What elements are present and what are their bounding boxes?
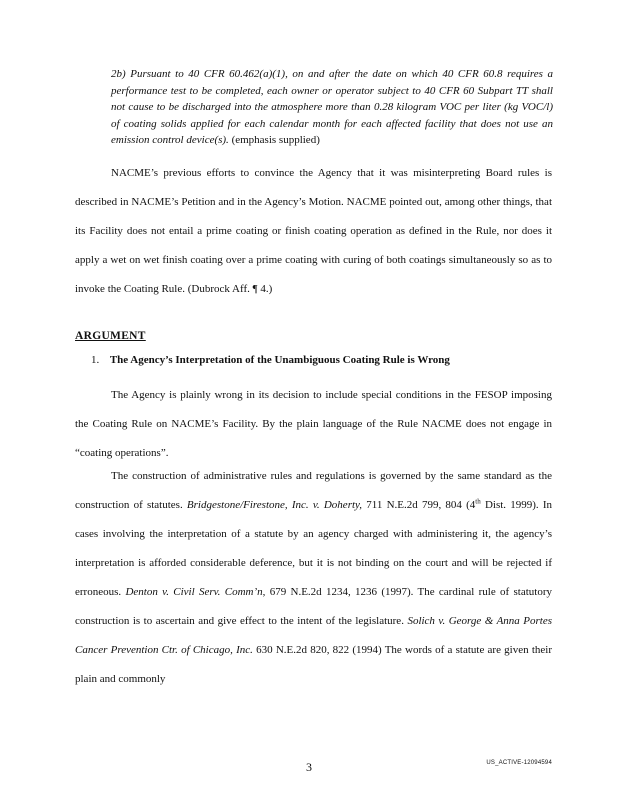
- paragraph-text: The Agency is plainly wrong in its decision to include special conditions in the FESOP imposing the Coating Rule on NACME’s Facility. By the plain language of the Rule NACME does not engage in “coating operations”.: [75, 389, 552, 459]
- subsection-heading: [91, 354, 450, 366]
- quote-emphasis-note: (emphasis supplied): [231, 134, 320, 146]
- paragraph-text: 630 N.E.2d 820, 822 (1994) The words of a statute are given their plain and commonly: [75, 644, 552, 685]
- paragraph-text: 711 N.E.2d 799, 804 (4: [366, 499, 476, 511]
- subsection-title: The Agency’s Interpretation of the Unambiguous Coating Rule is Wrong: [109, 354, 450, 366]
- paragraph-text: The construction of administrative rules and regulations is governed by the same standard as the construction of statutes.: [75, 470, 552, 511]
- page-number: 3: [306, 760, 312, 774]
- quote-text: 2b) Pursuant to 40 CFR 60.462(a)(1), on and after the date on which 40 CFR 60.8 requires a performance test to be completed, each owner or operator subject to 40 CFR 60 Subpart TT shall not cause to be discharged into the atmosphere more than 0.28 kilogram VOC per liter (kg VOC/l) of coating solids applied for each calendar month for each affected facility that does not use an emission control device(s).: [111, 68, 553, 146]
- case-citation: Solich v. George & Anna Portes Cancer Prevention Ctr. of Chicago, Inc.: [75, 615, 553, 656]
- paragraph-text: NACME’s previous efforts to convince the Agency that it was misinterpreting Board rules is described in NACME’s Petition and in the Agency’s Motion. NACME pointed out, among other things, that its Facility does not entail a prime coating or finish coating operation as defined in the Rule, nor does it apply a wet on wet finish coating over a prime coating with curing of both coatings simultaneously so as to invoke the Coating Rule. (Dubrock Aff. ¶ 4.): [75, 167, 552, 295]
- section-heading: ARGUMENT: [75, 330, 146, 342]
- document-id: US_ACTIVE-12094594: [486, 760, 552, 766]
- paragraph-text: Dist. 1999). In cases involving the interpretation of a statute by an agency charged with administering it, the agency’s interpretation is afforded considerable deference, but it is not binding on the court and will be rejected if erroneous.: [75, 499, 553, 598]
- paragraph-agency-wrong: [75, 381, 552, 468]
- paragraph-construction: [75, 462, 552, 694]
- block-quote: [111, 66, 553, 149]
- superscript: th: [475, 497, 481, 506]
- paragraph-previous-efforts: [75, 159, 552, 304]
- subsection-number: 1.: [91, 354, 100, 366]
- paragraph-text: 679 N.E.2d 1234, 1236 (1997). The cardinal rule of statutory construction is to ascertain and give effect to the intent of the legislature.: [75, 586, 553, 627]
- case-citation: Bridgestone/Firestone, Inc. v. Doherty,: [186, 499, 363, 511]
- case-citation: Denton v. Civil Serv. Comm’n,: [125, 586, 266, 598]
